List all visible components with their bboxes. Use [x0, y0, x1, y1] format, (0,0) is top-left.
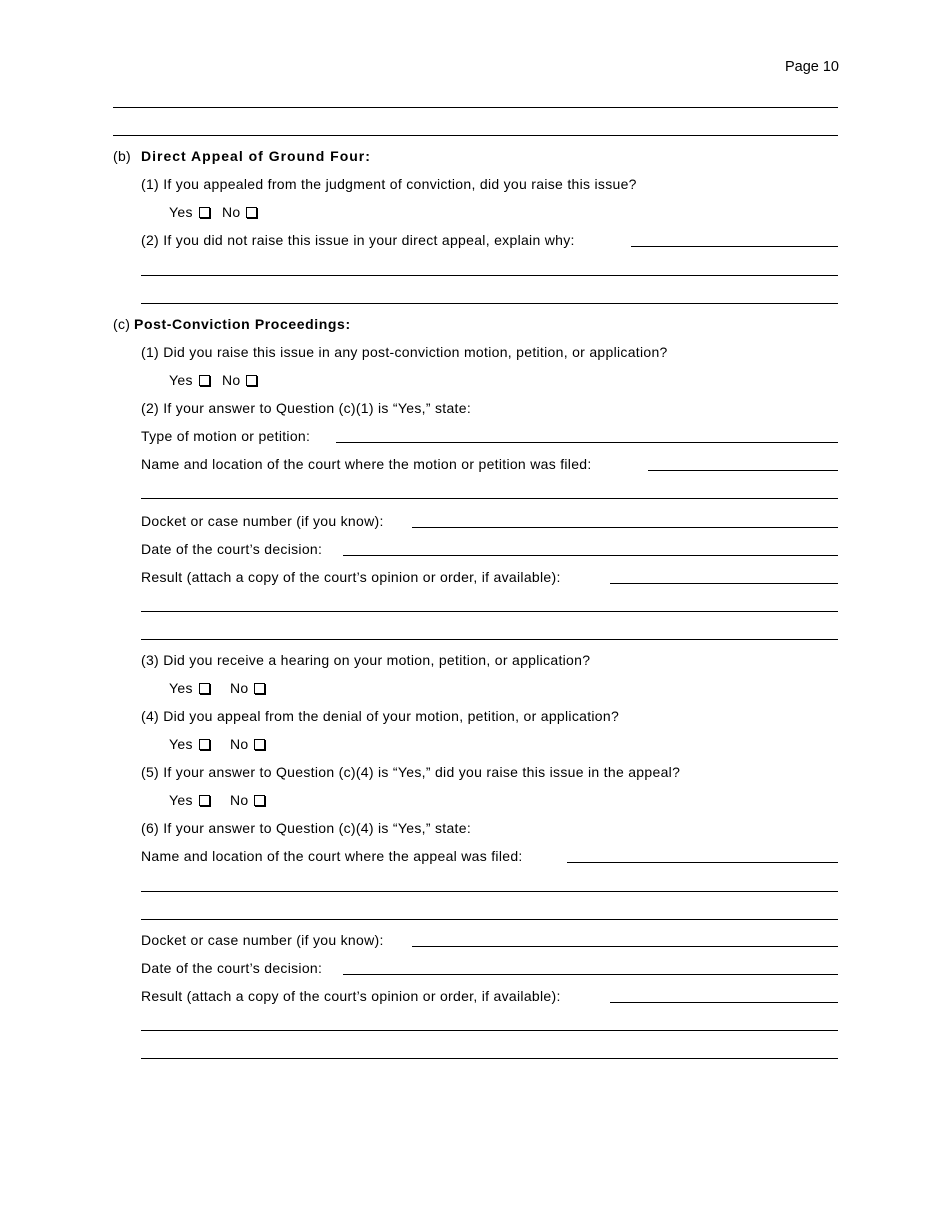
docket-number-label: Docket or case number (if you know):	[141, 513, 384, 529]
section-c-question-5: (5) If your answer to Question (c)(4) is “Yes,” did you raise this issue in the appeal?	[141, 764, 681, 780]
yes-label: Yes	[169, 736, 193, 752]
answer-line[interactable]	[141, 1058, 838, 1059]
no-label: No	[221, 372, 241, 388]
yes-checkbox[interactable]	[199, 683, 210, 694]
yes-label: Yes	[169, 792, 193, 808]
section-c-q3-answer	[169, 680, 265, 696]
no-label: No	[229, 736, 249, 752]
no-label: No	[229, 680, 249, 696]
answer-line[interactable]	[113, 135, 838, 136]
appeal-result-field[interactable]	[610, 1002, 838, 1003]
appeal-date-label: Date of the court’s decision:	[141, 960, 323, 976]
no-label: No	[221, 204, 241, 220]
yes-checkbox[interactable]	[199, 795, 210, 806]
appeal-court-field[interactable]	[567, 862, 838, 863]
answer-line[interactable]	[141, 891, 838, 892]
section-b-question-2: (2) If you did not raise this issue in your direct appeal, explain why:	[141, 232, 575, 248]
appeal-docket-field[interactable]	[412, 946, 838, 947]
appeal-date-field[interactable]	[343, 974, 838, 975]
section-c-question-6: (6) If your answer to Question (c)(4) is “Yes,” state:	[141, 820, 472, 836]
decision-date-label: Date of the court’s decision:	[141, 541, 323, 557]
answer-line[interactable]	[141, 498, 838, 499]
type-of-motion-field[interactable]	[336, 442, 838, 443]
answer-line[interactable]	[141, 1030, 838, 1031]
section-c-question-1: (1) Did you raise this issue in any post-conviction motion, petition, or application?	[141, 344, 668, 360]
type-of-motion-label: Type of motion or petition:	[141, 428, 311, 444]
result-label: Result (attach a copy of the court’s opinion or order, if available):	[141, 569, 561, 585]
answer-line[interactable]	[113, 107, 838, 108]
yes-label: Yes	[169, 372, 193, 388]
section-c-question-4: (4) Did you appeal from the denial of your motion, petition, or application?	[141, 708, 620, 724]
section-b-q1-answer	[169, 204, 257, 220]
section-b-question-1: (1) If you appealed from the judgment of conviction, did you raise this issue?	[141, 176, 637, 192]
section-c-question-2: (2) If your answer to Question (c)(1) is “Yes,” state:	[141, 400, 472, 416]
docket-number-field[interactable]	[412, 527, 838, 528]
section-c-heading: Post-Conviction Proceedings:	[134, 316, 351, 332]
section-c-q5-answer	[169, 792, 265, 808]
appeal-result-label: Result (attach a copy of the court’s opinion or order, if available):	[141, 988, 561, 1004]
page-number: Page 10	[784, 59, 839, 75]
section-c-marker: (c)	[113, 316, 131, 332]
answer-line[interactable]	[141, 303, 838, 304]
no-checkbox[interactable]	[246, 375, 257, 386]
answer-line[interactable]	[141, 611, 838, 612]
result-field[interactable]	[610, 583, 838, 584]
section-c-question-3: (3) Did you receive a hearing on your motion, petition, or application?	[141, 652, 591, 668]
appeal-docket-label: Docket or case number (if you know):	[141, 932, 384, 948]
yes-checkbox[interactable]	[199, 739, 210, 750]
yes-checkbox[interactable]	[199, 207, 210, 218]
section-b-heading: Direct Appeal of Ground Four:	[141, 148, 371, 164]
no-label: No	[229, 792, 249, 808]
answer-line[interactable]	[141, 275, 838, 276]
no-checkbox[interactable]	[254, 739, 265, 750]
answer-line[interactable]	[141, 639, 838, 640]
court-name-location-field[interactable]	[648, 470, 838, 471]
no-checkbox[interactable]	[246, 207, 257, 218]
yes-label: Yes	[169, 680, 193, 696]
no-checkbox[interactable]	[254, 795, 265, 806]
answer-line[interactable]	[141, 919, 838, 920]
section-c-q4-answer	[169, 736, 265, 752]
court-name-location-label: Name and location of the court where the motion or petition was filed:	[141, 456, 592, 472]
decision-date-field[interactable]	[343, 555, 838, 556]
appeal-court-label: Name and location of the court where the appeal was filed:	[141, 848, 523, 864]
section-c-q1-answer	[169, 372, 257, 388]
section-b-marker: (b)	[113, 148, 132, 164]
explain-why-field[interactable]	[631, 246, 838, 247]
no-checkbox[interactable]	[254, 683, 265, 694]
yes-checkbox[interactable]	[199, 375, 210, 386]
yes-label: Yes	[169, 204, 193, 220]
